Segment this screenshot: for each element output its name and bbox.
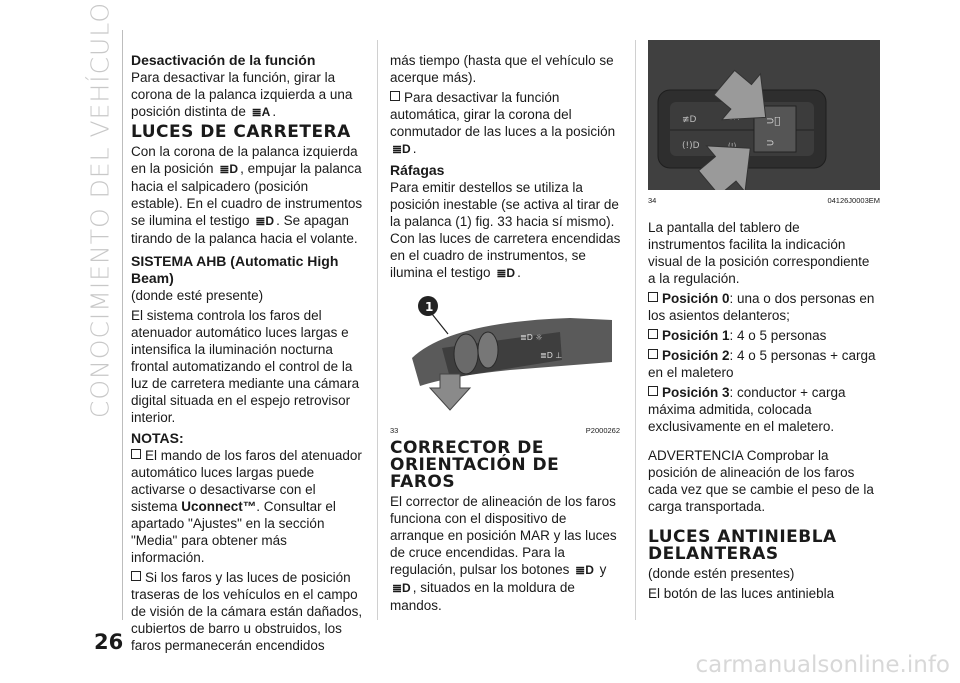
paragraph: El corrector de alineación de los faros funciona con el dispositivo de arranque en posición MAR y las luces de cruce encendidas. Para la regulación, pulsar los botones ≣D y ≣D , situados en la moldura de mandos.: [390, 494, 617, 613]
paragraph: Para emitir destellos se utiliza la posición inestable (se activa al tirar de la palanca (1) fig. 33 hacia sí mismo). Con las luces de carretera encendidas en el cuadro de instrumentos, se ilumina el testigo ≣D .: [390, 180, 621, 280]
paragraph: El botón de las luces antiniebla: [648, 586, 835, 601]
svg-text:≢D: ≢D: [682, 115, 697, 125]
figure-caption: 34 04126J0003EM: [648, 196, 880, 205]
svg-text:≣D ⊥: ≣D ⊥: [540, 351, 563, 360]
paragraph: (donde esté presente): [131, 288, 264, 303]
position-item: Posición 3: conductor + carga máxima admitida, colocada exclusivamente en el maletero.: [648, 385, 846, 434]
warning-paragraph: ADVERTENCIA Comprobar la posición de alineación de los faros cada vez que se cambie el peso de la carga transportada.: [648, 448, 874, 514]
heading-desactivacion: Desactivación de la función: [131, 52, 316, 68]
bullet-icon: [131, 571, 141, 581]
paragraph: El sistema controla los faros del atenuador automático luces largas e intensifica la iluminación nocturna frontal automatizando el control de la luz de carretera mediante una cámara digital situada en el espejo retrovisor interior.: [131, 308, 360, 425]
headlight-down-icon: ≣D: [392, 581, 411, 595]
page-number: 26: [94, 630, 124, 654]
high-beam-icon: ≣D: [255, 214, 275, 228]
position-item: Posición 1: 4 o 5 personas: [648, 327, 880, 344]
bullet-icon: [648, 329, 658, 339]
stalk-illustration: [390, 288, 620, 416]
heading-notas: NOTAS:: [131, 430, 184, 446]
side-tab: CONOCIMIENTO DEL VEHÍCULO: [85, 1, 115, 419]
position-item: Posición 2: 4 o 5 personas + carga en el maletero: [648, 348, 876, 380]
bullet-icon: [131, 449, 141, 459]
heading-rafagas: Ráfagas: [390, 162, 445, 178]
paragraph: (donde estén presentes): [648, 566, 795, 581]
svg-text:⊃⃨: ⊃⃨: [766, 116, 781, 127]
figure-34: [648, 40, 880, 190]
high-beam-icon: ≣D: [496, 266, 516, 280]
paragraph: La pantalla del tablero de instrumentos facilita la indicación visual de la posición correspondiente a la regulación.: [648, 220, 870, 286]
headlight-up-icon: ≣D: [575, 563, 594, 577]
heading-corrector: CORRECTOR DE ORIENTACIÓN DE FAROS: [390, 438, 560, 492]
figure-33: [390, 288, 620, 435]
heading-luces-carretera: LUCES DE CARRETERA: [131, 122, 351, 142]
svg-text:(!)D: (!)D: [682, 141, 700, 151]
bullet-icon: [648, 349, 658, 359]
switch-panel-illustration: [648, 40, 880, 190]
svg-text:≣D ☼: ≣D ☼: [520, 333, 543, 342]
heading-ahb: SISTEMA AHB (Automatic High Beam): [131, 253, 339, 286]
heading-antiniebla: LUCES ANTINIEBLA DELANTERAS: [648, 527, 837, 564]
column-divider: [635, 40, 636, 620]
position-list: [648, 290, 880, 435]
bullet-icon: [390, 91, 400, 101]
paragraph: Con la corona de la palanca izquierda en la posición ≣D , empujar la palanca hacia el salpicadero (posición estable). En el cuadro de instrumentos se ilumina el testigo ≣D . Se apagan tirando de la palanca hacia el volante.: [131, 144, 363, 246]
bullet-icon: [648, 386, 658, 396]
note-item: Para desactivar la función automática, girar la corona del conmutador de las luces a la posición ≣D .: [390, 90, 616, 156]
svg-text:⊃: ⊃: [766, 138, 775, 149]
column-divider: [377, 40, 378, 620]
column-2: [390, 52, 622, 617]
position-item: Posición 0: una o dos personas en los asientos delanteros;: [648, 291, 875, 323]
low-beam-icon: ≣D: [219, 162, 239, 176]
column-3: [648, 52, 880, 605]
column-1: [131, 52, 363, 657]
bullet-icon: [648, 292, 658, 302]
note-item: Si los faros y las luces de posición traseras de los vehículos en el campo de visión de la cámara están dañados, cubiertos de barro u obstruidos, los faros permanecerán encendidos: [131, 570, 363, 653]
svg-text:(!): (!): [728, 142, 737, 150]
figure-caption: 33 P2000262: [390, 426, 620, 435]
auto-high-beam-icon: ≣A: [251, 105, 271, 119]
paragraph: más tiempo (hasta que el vehículo se acerque más).: [390, 53, 614, 85]
watermark: carmanualsonline.info: [695, 652, 950, 678]
callout-1: 1: [425, 300, 434, 314]
low-beam-icon: ≣D: [392, 142, 411, 156]
side-divider: [122, 30, 123, 620]
note-item: El mando de los faros del atenuador automático luces largas puede activarse o desactivarse con el sistema Uconnect™. Consultar el apartado "Ajustes" en la sección "Media" para obtener más información.: [131, 448, 362, 565]
paragraph: Para desactivar la función, girar la corona de la palanca izquierda a una posición distinta de ≣A .: [131, 70, 353, 119]
